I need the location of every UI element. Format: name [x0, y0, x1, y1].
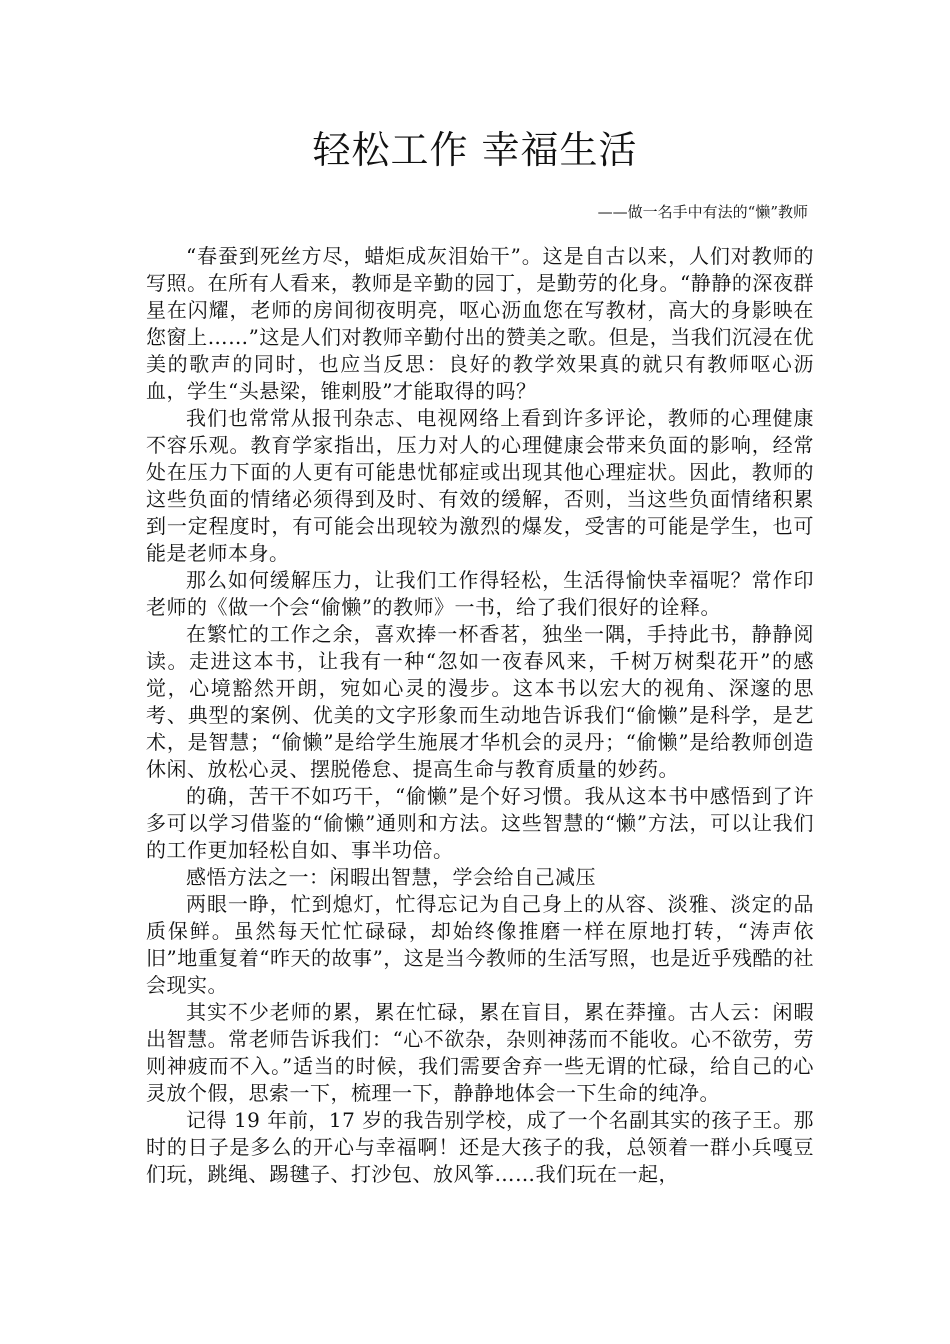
- document-body: [146, 243, 814, 1188]
- paragraph: 在繁忙的工作之余，喜欢捧一杯香茗，独坐一隅，手持此书，静静阅读。走进这本书，让我有一种“忽如一夜春风来，千树万树梨花开”的感觉，心境豁然开朗，宛如心灵的漫步。这本书以宏大的视角、深邃的思考、典型的案例、优美的文字形象而生动地告诉我们“偷懒”是科学，是艺术，是智慧；“偷懒”是给学生施展才华机会的灵丹；“偷懒”是给教师创造休闲、放松心灵、摆脱倦怠、提高生命与教育质量的妙药。: [146, 622, 814, 781]
- document-title: 轻松工作 幸福生活: [312, 128, 638, 172]
- paragraph: 那么如何缓解压力，让我们工作得轻松，生活得愉快幸福呢？常作印老师的《做一个会“偷懒”的教师》一书，给了我们很好的诠释。: [146, 568, 814, 619]
- document-subtitle: ——做一名手中有法的“懒”教师: [597, 203, 808, 221]
- paragraph: 我们也常常从报刊杂志、电视网络上看到许多评论，教师的心理健康不容乐观。教育学家指出，压力对人的心理健康会带来负面的影响，经常处在压力下面的人更有可能患忧郁症或出现其他心理症状。因此，教师的这些负面的情绪必须得到及时、有效的缓解，否则，当这些负面情绪积累到一定程度时，有可能会出现较为激烈的爆发，受害的可能是学生，也可能是老师本身。: [146, 406, 814, 565]
- paragraph: 的确，苦干不如巧干，“偷懒”是个好习惯。我从这本书中感悟到了许多可以学习借鉴的“偷懒”通则和方法。这些智慧的“懒”方法，可以让我们的工作更加轻松自如、事半功倍。: [146, 784, 814, 862]
- paragraph: 记得 19 年前，17 岁的我告别学校，成了一个名副其实的孩子王。那时的日子是多么的开心与幸福啊！还是大孩子的我，总领着一群小兵嘎豆们玩，跳绳、踢毽子、打沙包、放风筝……我们玩在一起，: [146, 1108, 814, 1186]
- paragraph: 两眼一睁，忙到熄灯，忙得忘记为自己身上的从容、淡雅、淡定的品质保鲜。虽然每天忙忙碌碌，却始终像推磨一样在原地打转，“涛声依旧”地重复着“昨天的故事”，这是当今教师的生活写照，也是近乎残酷的社会现实。: [146, 892, 814, 997]
- section-heading: 感悟方法之一：闲暇出智慧，学会给自己减压: [186, 865, 596, 889]
- paragraph: 其实不少老师的累，累在忙碌，累在盲目，累在莽撞。古人云：闲暇出智慧。常老师告诉我们：“心不欲杂，杂则神荡而不能收。心不欲劳，劳则神疲而不入。”适当的时候，我们需要舍弃一些无谓的忙碌，给自己的心灵放个假，思索一下，梳理一下，静静地体会一下生命的纯净。: [146, 1000, 814, 1105]
- paragraph: “春蚕到死丝方尽，蜡炬成灰泪始干”。这是自古以来，人们对教师的写照。在所有人看来，教师是辛勤的园丁，是勤劳的化身。“静静的深夜群星在闪耀，老师的房间彻夜明亮，呕心沥血您在写教材，高大的身影映在您窗上……”这是人们对教师辛勤付出的赞美之歌。但是，当我们沉浸在优美的歌声的同时，也应当反思：良好的教学效果真的就只有教师呕心沥血，学生“头悬梁，锥刺股”才能取得的吗？: [146, 244, 814, 403]
